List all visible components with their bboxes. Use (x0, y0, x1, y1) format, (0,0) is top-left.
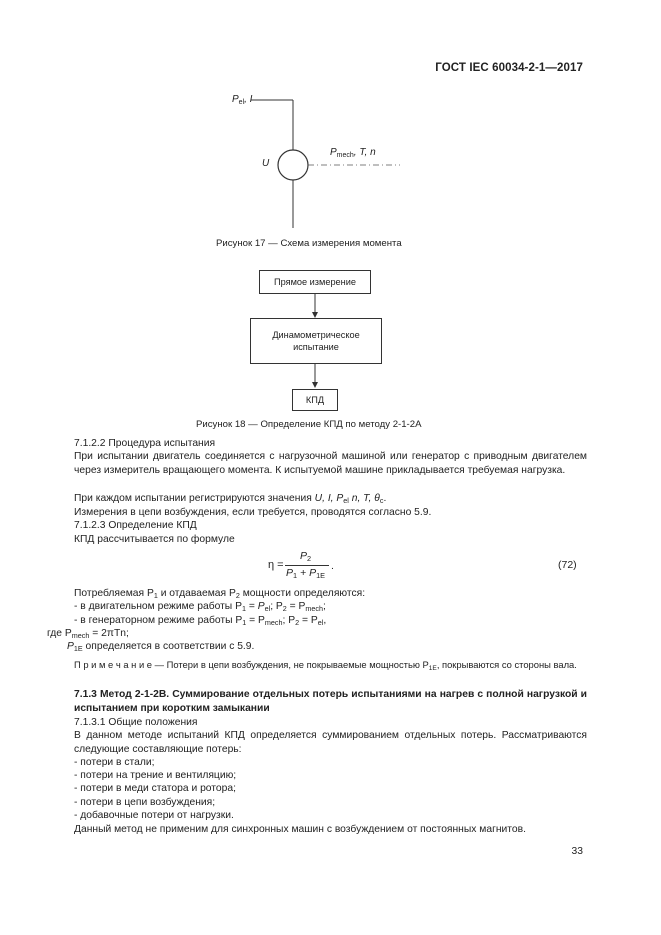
formula-intro: КПД рассчитывается по формуле (74, 534, 235, 545)
section-7131-para: В данном методе испытаний КПД определяется суммированием отдельных потерь. Рассматриваются следующие составляющие потерь: (74, 730, 587, 755)
loss-item-2: - потери на трение и вентиляцию; (74, 770, 237, 781)
voltage-label: U (262, 158, 270, 169)
efficiency-box: КПД (292, 389, 338, 411)
figure-18-caption: Рисунок 18 — Определение КПД по методу 2-1-2А (196, 419, 422, 430)
page-number: 33 (571, 846, 583, 857)
p1e-line: $P_{1E}$ определяется в соответствии с 5.9. (67, 641, 255, 653)
section-7131-heading: 7.1.3.1 Общие положения (74, 717, 198, 728)
mech-power-label: $P_{mech}$, T, n (330, 147, 376, 159)
loss-item-1: - потери в стали; (74, 757, 155, 768)
loss-item-3: - потери в меди статора и ротора; (74, 783, 236, 794)
generator-mode-line: - в генераторном режиме работы $P_1 = P_{mech}$; $P_2 = P_{el}$, (74, 615, 327, 627)
standard-header: ГОСТ IEC 60034-2-1—2017 (435, 62, 583, 74)
eta-symbol: η = (268, 559, 284, 571)
loss-item-5: - добавочные потери от нагрузки. (74, 810, 234, 821)
where-line: где $P_{mech} = 2\pi Tn$; (47, 628, 129, 640)
dynamometer-test-box: Динамометрическое испытание (250, 318, 382, 364)
formula-numerator: $P_2$ (300, 550, 312, 563)
section-7122-para1: При испытании двигатель соединяется с нагрузочной машиной или генератор с приводным двигателем через измеритель вращающего момента. К испытуемой машине прикладывается требуемая нагрузка. (74, 451, 587, 476)
note: П р и м е ч а н и е — Потери в цепи возбуждения, не покрываемые мощностью $P_{1E}$, покрываются со стороны вала. (74, 659, 577, 672)
power-definition-line: Потребляемая $P_1$ и отдаваемая $P_2$ мощности определяются: (74, 588, 366, 600)
section-7122-para3: Измерения в цепи возбуждения, если требуется, проводятся согласно 5.9. (74, 507, 432, 518)
final-sentence: Данный метод не применим для синхронных машин с возбуждением от постоянных магнитов. (74, 824, 526, 835)
equation-number: (72) (558, 559, 577, 571)
section-7122-para2: При каждом испытании регистрируются значения U, I, $P_{el}$ n, T, $\theta_c$. (74, 493, 387, 505)
section-7122-heading: 7.1.2.2 Процедура испытания (74, 438, 216, 449)
formula-denominator: $P_1 + P_{1E}$ (286, 567, 326, 580)
section-7123-heading: 7.1.2.3 Определение КПД (74, 520, 197, 531)
loss-item-4: - потери в цепи возбуждения; (74, 797, 216, 808)
figure-17-caption: Рисунок 17 — Схема измерения момента (216, 238, 402, 249)
motor-mode-line: - в двигательном режиме работы $P_1 = P_{el}$; $P_2 = P_{mech}$; (74, 601, 326, 613)
torque-measurement-diagram (225, 88, 415, 238)
fraction-bar (285, 565, 329, 566)
section-713-heading: 7.1.3 Метод 2-1-2B. Суммирование отдельных потерь испытаниями на нагрев с полной нагрузкой и испытанием при коротким замыкании (74, 689, 587, 714)
direct-measurement-box: Прямое измерение (259, 270, 371, 294)
input-power-label: $P_{el}$, I (232, 94, 253, 106)
